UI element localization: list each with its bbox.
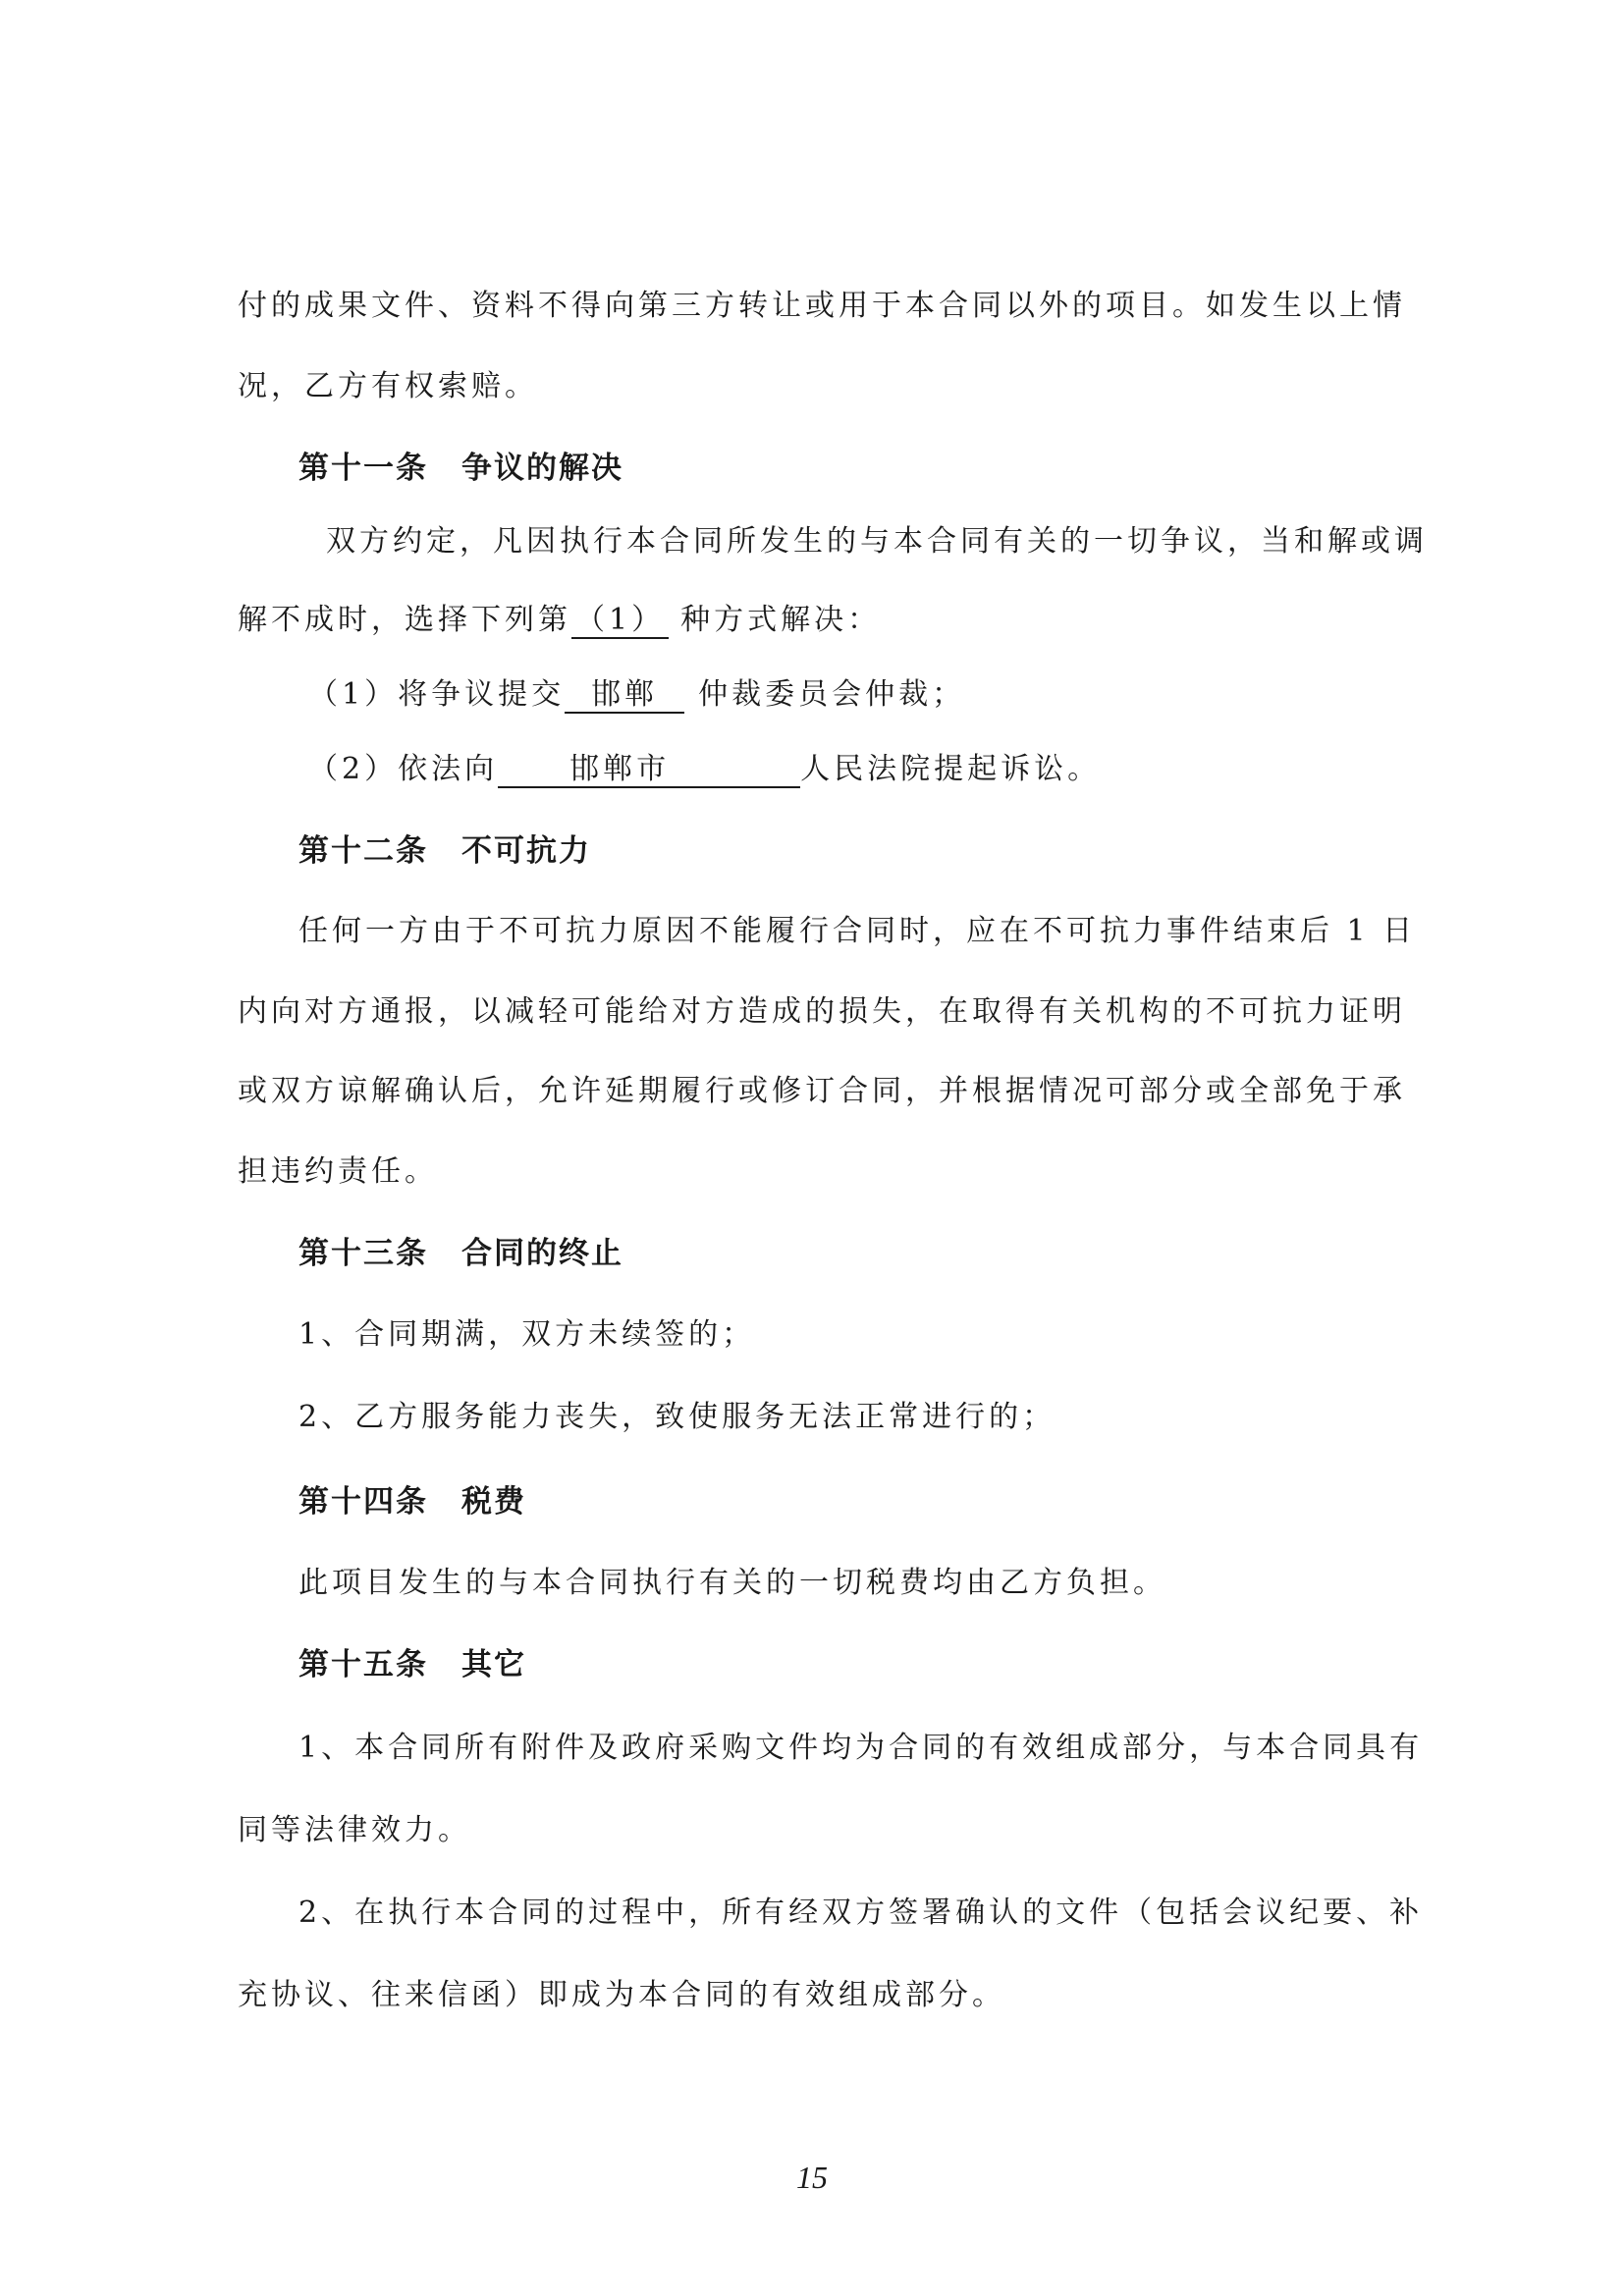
body-line: 担违约责任。	[238, 1154, 438, 1189]
body-line: 双方约定，凡因执行本合同所发生的与本合同有关的一切争议，当和解或调	[326, 524, 1428, 559]
article-11-heading	[298, 449, 623, 488]
article-title: 不可抗力	[461, 833, 591, 869]
article-title: 合同的终止	[461, 1236, 623, 1271]
article-title: 争议的解决	[461, 451, 623, 486]
option-line	[308, 675, 965, 715]
article-number: 第十二条	[298, 833, 428, 869]
body-text: （2）依法向	[308, 752, 499, 786]
fill-in-blank: （1）	[571, 604, 669, 639]
body-text: 解不成时，选择下列第	[238, 603, 571, 637]
article-14-heading	[298, 1482, 526, 1522]
body-line: 任何一方由于不可抗力原因不能履行合同时，应在不可抗力事件结束后 1 日	[298, 914, 1417, 948]
body-text: 人民法院提起诉讼。	[800, 752, 1102, 786]
article-title: 其它	[461, 1647, 526, 1682]
option-line	[308, 750, 1101, 789]
body-line: 付的成果文件、资料不得向第三方转让或用于本合同以外的项目。如发生以上情	[238, 289, 1406, 323]
body-text: （1）将争议提交	[308, 677, 566, 712]
article-number: 第十一条	[298, 451, 428, 486]
page-number: 15	[796, 2160, 828, 2195]
article-number: 第十四条	[298, 1484, 428, 1520]
article-15-heading	[298, 1645, 526, 1684]
article-12-heading	[298, 831, 591, 871]
body-line: 同等法律效力。	[238, 1813, 471, 1847]
article-title: 税费	[461, 1484, 526, 1520]
body-line: 或双方谅解确认后，允许延期履行或修订合同，并根据情况可部分或全部免于承	[238, 1074, 1406, 1108]
article-13-heading	[298, 1234, 623, 1273]
list-item: 1、本合同所有附件及政府采购文件均为合同的有效组成部分，与本合同具有	[298, 1731, 1424, 1765]
body-line: 充协议、往来信函）即成为本合同的有效组成部分。	[238, 1978, 1005, 2012]
body-text: 仲裁委员会仲裁；	[698, 677, 966, 712]
article-number: 第十五条	[298, 1647, 428, 1682]
body-line: 此项目发生的与本合同执行有关的一切税费均由乙方负担。	[298, 1566, 1166, 1600]
body-line: 况，乙方有权索赔。	[238, 369, 538, 403]
body-line	[238, 601, 881, 640]
body-line: 内向对方通报，以减轻可能给对方造成的损失，在取得有关机构的不可抗力证明	[238, 994, 1406, 1029]
fill-in-blank: 邯郸市	[498, 753, 800, 788]
list-item: 2、在执行本合同的过程中，所有经双方签署确认的文件（包括会议纪要、补	[298, 1896, 1424, 1930]
fill-in-blank: 邯郸	[565, 678, 684, 714]
list-item: 1、合同期满，双方未续签的；	[298, 1317, 756, 1352]
body-text: 种方式解决：	[680, 603, 882, 637]
article-number: 第十三条	[298, 1236, 428, 1271]
list-item: 2、乙方服务能力丧失，致使服务无法正常进行的；	[298, 1400, 1056, 1434]
